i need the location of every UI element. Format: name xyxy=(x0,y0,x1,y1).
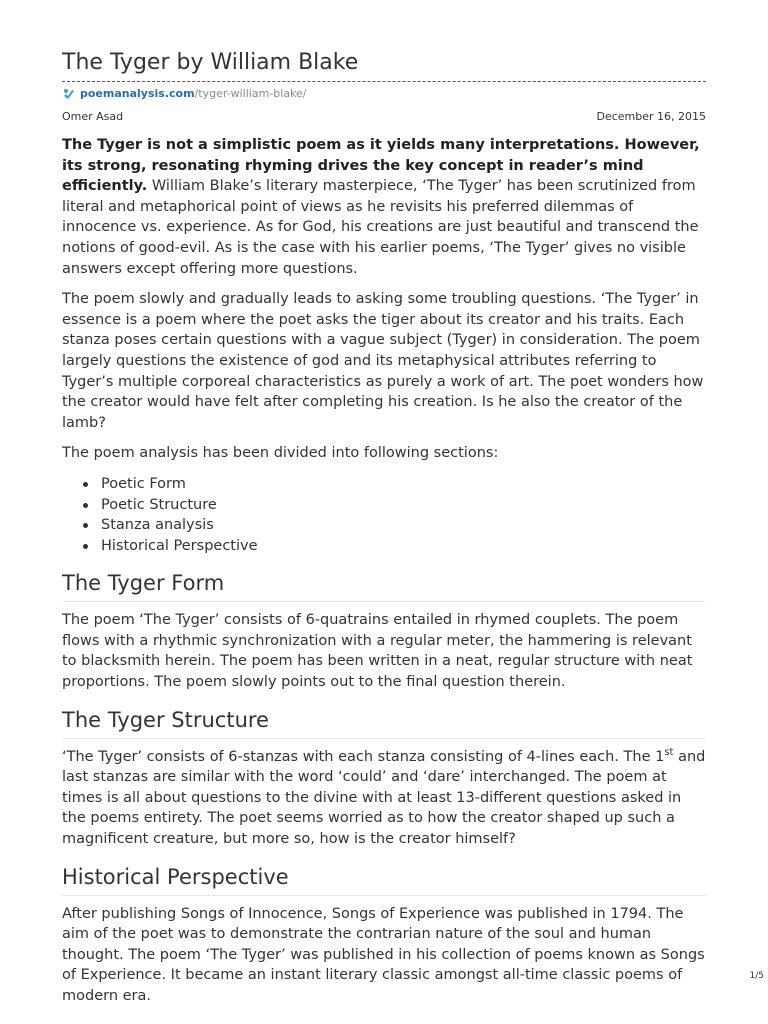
paragraph: The poem analysis has been divided into following sections: xyxy=(62,445,499,462)
intro-rest: William Blake’s literary masterpiece, ‘The Tyger’ has been scrutinized from literal and metaphorical point of views as he revisits his preferred dilemmas of innocence vs. experience. As for God, his creations are just beautiful and transcend the notions of good-evil. As is the case with his earlier poems, ‘The Tyger’ gives no visible answers except offering more questions. xyxy=(62,178,699,277)
source-link[interactable] xyxy=(62,86,307,102)
form-paragraph: The poem ‘The Tyger’ consists of 6-quatrains entailed in rhymed couplets. The poem flows with a rhythmic synchronization with a regular meter, the hammering is relevant to blacksmith herein. The poem has been written in a neat, regular structure with neat proportions. The poem slowly points out to the final question therein. xyxy=(62,612,693,691)
title-divider xyxy=(62,81,706,82)
structure-paragraph xyxy=(62,747,706,850)
page-title: The Tyger by William Blake xyxy=(62,50,359,75)
author: Omer Asad xyxy=(62,110,124,123)
publish-date: December 16, 2015 xyxy=(596,110,706,123)
source-domain[interactable]: poemanalysis.com xyxy=(80,87,195,100)
article-meta xyxy=(62,110,706,124)
section-heading-structure: The Tyger Structure xyxy=(62,707,706,739)
section-heading-form: The Tyger Form xyxy=(62,570,706,602)
intro-bold: The Tyger is not a simplistic poem as it yields many interpretations. However, its strong, resonating rhyming drives the key concept in reader’s mind efficiently. xyxy=(62,137,700,195)
article-body xyxy=(62,135,706,1017)
page-number: 1/5 xyxy=(749,971,764,981)
history-paragraph: After publishing Songs of Innocence, Songs of Experience was published in 1794. The aim of the poet was to demonstrate the contrarian nature of the soul and human thought. The poem ‘The Tyger’ was published in his collection of poems known as Songs of Experience. It became an instant literary classic amongst all-time classic poems of modern era. xyxy=(62,905,705,1004)
structure-text-a: ‘The Tyger’ consists of 6-stanzas with each stanza consisting of 4-lines each. The 1 xyxy=(62,748,665,765)
list-item: Poetic Structure xyxy=(101,495,706,516)
list-item: Poetic Form xyxy=(101,474,706,495)
ordinal-suffix: st xyxy=(664,746,674,758)
list-item: Stanza analysis xyxy=(101,515,706,536)
structure-text-b: and last stanzas are similar with the word ‘could’ and ‘dare’ interchanged. The poem at times is all about questions to the divine with at least 13-different questions asked in the poems entirety. The poet seems worried as to how the creator shaped up such a magnificent creature, but more so, how is the creator himself? xyxy=(62,748,706,848)
paragraph: The poem slowly and gradually leads to asking some troubling questions. ‘The Tyger’ in essence is a poem where the poet asks the tiger about its creator and his traits. Each stanza poses certain questions with a vague subject (Tyger) in consideration. The poem largely questions the existence of god and its metaphysical attributes referring to Tyger’s multiple corporeal characteristics as purely a work of art. The poet wonders how the creator would have felt after completing his creation. Is he also the creator of the lamb? xyxy=(62,291,704,431)
poemanalysis-logo-icon xyxy=(62,87,76,101)
intro-paragraph xyxy=(62,135,706,279)
source-path[interactable]: /tyger-william-blake/ xyxy=(194,87,307,100)
sections-list xyxy=(62,474,706,556)
list-item: Historical Perspective xyxy=(101,536,706,557)
section-heading-history: Historical Perspective xyxy=(62,864,706,896)
